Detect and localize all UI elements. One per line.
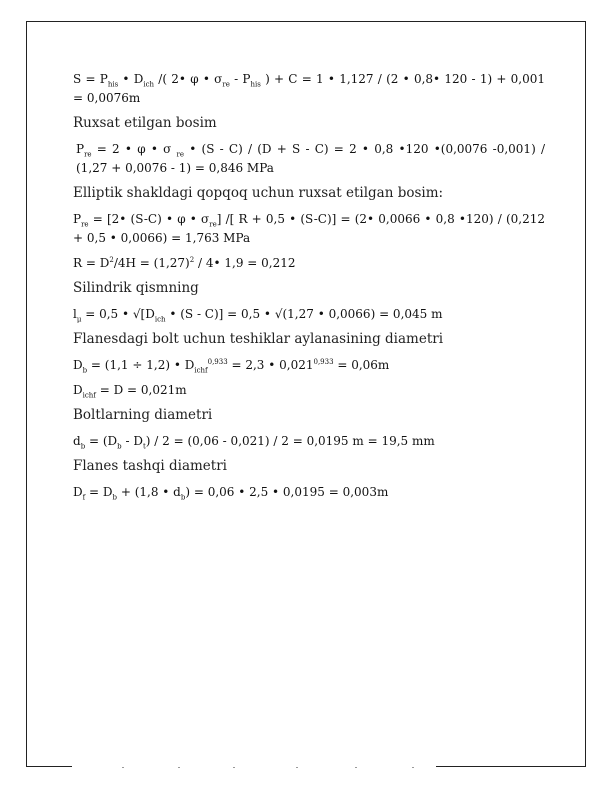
page-frame-right xyxy=(585,21,586,766)
page-frame-top xyxy=(26,21,586,22)
document-body xyxy=(73,70,545,508)
heading-cylindrical-part: Silindrik qismning xyxy=(73,280,199,296)
heading-elliptic-cover: Elliptik shakldagi qopqoq uchun ruxsat etilgan bosim: xyxy=(73,185,444,201)
formula-flange-outer-diameter: $D_f = D_b + (1,8$ • $d_b) = 0,06$ • 2,5 • 0,0195 = 0,003m xyxy=(73,485,389,502)
scan-specks xyxy=(0,767,612,773)
formula-elliptic-pressure: $P_{re}$ = [2• (S-C) • φ • $\sigma_{re}$] /[ R + 0,5 • (S-C)] = (2• 0,0066 • 0,8 •120) / (0,212 + 0,5 • 0,0066) = 1,763 MPa xyxy=(73,212,545,245)
formula-inner-flange-diameter: $D_{ichf} = D = 0,021m$ xyxy=(73,383,187,400)
formula-bolt-circle: $D_b = (1,1 \div 1,2)$ • $D_{ichf}^{0,933} = 2,3$ • $0,021^{0,933} = 0,06m$ xyxy=(73,358,390,375)
formula-allowed-pressure: $P_{re} = 2$ • φ • σ $_{re}$ • (S - C) / (D + S - C) = 2 • 0,8 •120 •(0,0076 -0,001) / (1,27 + 0,0076 - 1) = 0,846 MPa xyxy=(76,142,546,175)
heading-flange-outer-diameter: Flanes tashqi diametri xyxy=(73,458,227,474)
formula-wall-thickness: $S = P_{his}$ • $D_{ich}$ /( 2• φ • $\sigma_{re} - P_{his}$ ) + C = 1 • 1,127 / (2 • 0,8• 120 - 1) + 0,001 = 0,0076m xyxy=(73,72,546,105)
formula-radius: $R = D^2/4H = (1,27)^2$ / 4• 1,9 = 0,212 xyxy=(73,256,296,270)
heading-allowed-pressure: Ruxsat etilgan bosim xyxy=(73,115,217,131)
page-frame-left xyxy=(26,21,27,766)
heading-bolt-circle: Flanesdagi bolt uchun teshiklar aylanasining diametri xyxy=(73,331,444,347)
formula-bolt-diameter: $d_b = (D_b - D_t) / 2 = (0,06 - 0,021) / 2 = 0,0195$ m = 19,5 mm xyxy=(73,434,435,451)
formula-length: $l_\mu = 0,5$ • $√[D_{ich}$ • (S - C)] = 0,5 • √(1,27 • 0,0066) = 0,045 m xyxy=(73,307,443,324)
heading-bolt-diameter: Boltlarning diametri xyxy=(73,407,213,423)
